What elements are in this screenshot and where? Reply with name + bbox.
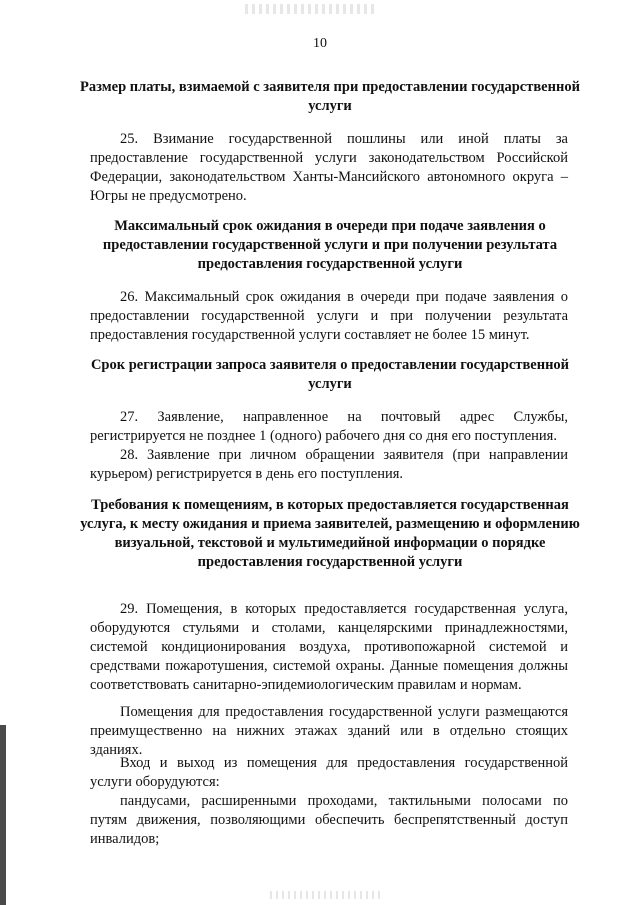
section-heading-queue-time: Максимальный срок ожидания в очереди при подаче заявления о предоставлении государственной услуги и при получении результата предоставления государственной услуги [102, 218, 558, 272]
paragraph-27: 27. Заявление, направленное на почтовый адрес Службы, регистрируется не позднее 1 (одного) рабочего дня со дня его поступления. [90, 409, 568, 444]
scan-edge-shadow [0, 725, 22, 905]
section-heading-premises: Требования к помещениям, в которых предоставляется государственная услуга, к месту ожидания и приема заявителей, размещению и оформлению визуальной, текстовой и мультимедийной информации о порядке предоставления государственной услуги [80, 497, 580, 570]
paragraph-26: 26. Максимальный срок ожидания в очереди при подаче заявления о предоставлении государственной услуги и при получении результата предоставления государственной услуги составляет не более 15 минут. [90, 289, 568, 343]
paragraph-25: 25. Взимание государственной пошлины или иной платы за предоставление государственной услуги законодательством Российской Федерации, законодательством Ханты-Мансийского автономного округа – Югры не предусмотрено. [90, 131, 568, 204]
paragraph-28: 28. Заявление при личном обращении заявителя (при направлении курьером) регистрируется в день его поступления. [90, 447, 568, 482]
page-number: 10 [313, 36, 327, 51]
section-heading-fee: Размер платы, взимаемой с заявителя при предоставлении государственной услуги [80, 79, 580, 114]
paragraph-ramps: пандусами, расширенными проходами, тактильными полосами по путям движения, позволяющими обеспечить беспрепятственный доступ инвалидов; [90, 793, 568, 847]
scan-artifact-bottom [270, 891, 380, 899]
paragraph-entrance: Вход и выход из помещения для предоставления государственной услуги оборудуются: [90, 755, 568, 790]
paragraph-29: 29. Помещения, в которых предоставляется государственная услуга, оборудуются стульями и столами, канцелярскими принадлежностями, системой кондиционирования воздуха, противопожарной системой и средствами пожаротушения, системой охраны. Данные помещения должны соответствовать санитарно-эпидемиологическим правилам и нормам. [90, 601, 568, 693]
section-heading-registration: Срок регистрации запроса заявителя о предоставлении государственной услуги [90, 357, 570, 392]
scan-artifact-top [245, 4, 375, 14]
paragraph-premises-location: Помещения для предоставления государственной услуги размещаются преимущественно на нижних этажах зданий или в отдельно стоящих зданиях. [90, 704, 568, 758]
